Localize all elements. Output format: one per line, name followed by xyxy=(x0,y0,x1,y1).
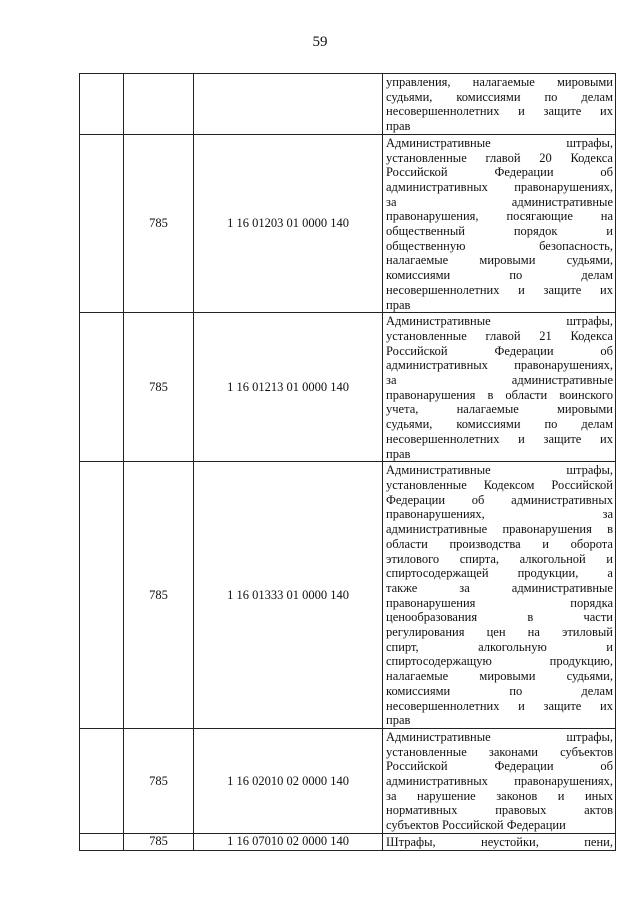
empty-cell xyxy=(80,74,124,135)
description-line: комиссиями по делам xyxy=(386,683,613,698)
description-line: за нарушение законов и иных xyxy=(386,788,613,803)
description-line: несовершеннолетних и защите их xyxy=(386,431,613,446)
description-line: Российской Федерации об xyxy=(386,165,613,180)
description-line: судьями, комиссиями по делам xyxy=(386,417,613,432)
description-line: прав xyxy=(386,446,411,461)
description-line: этилового спирта, алкогольной и xyxy=(386,551,613,566)
description-line: правонарушения порядка xyxy=(386,595,613,610)
description-line: прав xyxy=(386,297,411,312)
empty-cell xyxy=(80,833,124,850)
description-line: субъектов Российской Федерации xyxy=(386,818,566,833)
description-line: установленные главой 21 Кодекса xyxy=(386,328,613,343)
empty-cell xyxy=(80,728,124,833)
description-line: Федерации об административных xyxy=(386,492,613,507)
table-row xyxy=(80,74,616,135)
description-line: налагаемые мировыми судьями, xyxy=(386,253,613,268)
admin-code-cell: 785 xyxy=(124,462,194,729)
description-line: несовершеннолетних и защите их xyxy=(386,698,613,713)
kbk-code-cell: 1 16 07010 02 0000 140 xyxy=(194,833,383,850)
admin-code-cell: 785 xyxy=(124,313,194,462)
description-cell xyxy=(383,134,616,312)
admin-code-cell: 785 xyxy=(124,134,194,312)
description-line: общественный порядок и xyxy=(386,224,613,239)
admin-code-cell xyxy=(124,74,194,135)
description-line: судьями, комиссиями по делам xyxy=(386,89,613,104)
kbk-code-cell: 1 16 01213 01 0000 140 xyxy=(194,313,383,462)
table-row xyxy=(80,833,616,850)
description-line: комиссиями по делам xyxy=(386,268,613,283)
description-line: также за административные xyxy=(386,580,613,595)
description-line: правонарушения в области воинского xyxy=(386,387,613,402)
description-line: прав xyxy=(386,713,411,728)
description-line: учета, налагаемые мировыми xyxy=(386,402,613,417)
description-cell xyxy=(383,833,616,850)
kbk-code-cell: 1 16 02010 02 0000 140 xyxy=(194,728,383,833)
description-line: управления, налагаемые мировыми xyxy=(386,75,613,89)
description-line: Административные штрафы, xyxy=(386,463,613,478)
description-line: административных правонарушениях, xyxy=(386,179,613,194)
description-line: спирт, алкогольную и xyxy=(386,639,613,654)
description-line: регулирования цен на этиловый xyxy=(386,625,613,640)
description-line: Штрафы, неустойки, пени, xyxy=(386,834,613,849)
description-line: правонарушения, посягающие на xyxy=(386,209,613,224)
kbk-code-cell: 1 16 01203 01 0000 140 xyxy=(194,134,383,312)
description-line: за административные xyxy=(386,373,613,388)
description-line: несовершеннолетних и защите их xyxy=(386,282,613,297)
description-line: налагаемые мировыми судьями, xyxy=(386,669,613,684)
description-line: ценообразования в части xyxy=(386,610,613,625)
description-line: установленные главой 20 Кодекса xyxy=(386,150,613,165)
description-cell xyxy=(383,74,616,135)
table-row xyxy=(80,134,616,312)
description-line: установленные законами субъектов xyxy=(386,744,613,759)
description-line: Административные штрафы, xyxy=(386,135,613,150)
description-line: Административные штрафы, xyxy=(386,729,613,744)
description-line: Административные штрафы, xyxy=(386,314,613,329)
description-line: общественную безопасность, xyxy=(386,238,613,253)
description-line: административных правонарушениях, xyxy=(386,358,613,373)
description-line: области производства и оборота xyxy=(386,536,613,551)
description-line: несовершеннолетних и защите их xyxy=(386,104,613,119)
empty-cell xyxy=(80,313,124,462)
empty-cell xyxy=(80,134,124,312)
empty-cell xyxy=(80,462,124,729)
description-line: прав xyxy=(386,119,411,134)
table-row xyxy=(80,728,616,833)
page-number: 59 xyxy=(312,34,328,50)
kbk-code-cell: 1 16 01333 01 0000 140 xyxy=(194,462,383,729)
description-cell xyxy=(383,313,616,462)
table-row xyxy=(80,313,616,462)
description-line: установленные Кодексом Российской xyxy=(386,477,613,492)
description-line: административных правонарушениях, xyxy=(386,774,613,789)
description-line: спиртосодержащей продукции, а xyxy=(386,566,613,581)
description-cell xyxy=(383,728,616,833)
description-line: спиртосодержащую продукцию, xyxy=(386,654,613,669)
description-cell xyxy=(383,462,616,729)
budget-codes-table xyxy=(79,73,616,851)
admin-code-cell: 785 xyxy=(124,728,194,833)
table-row xyxy=(80,462,616,729)
description-line: Российской Федерации об xyxy=(386,759,613,774)
kbk-code-cell xyxy=(194,74,383,135)
admin-code-cell: 785 xyxy=(124,833,194,850)
description-line: административные правонарушения в xyxy=(386,522,613,537)
description-line: правонарушениях, за xyxy=(386,507,613,522)
description-line: нормативных правовых актов xyxy=(386,803,613,818)
description-line: за административные xyxy=(386,194,613,209)
description-line: Российской Федерации об xyxy=(386,343,613,358)
